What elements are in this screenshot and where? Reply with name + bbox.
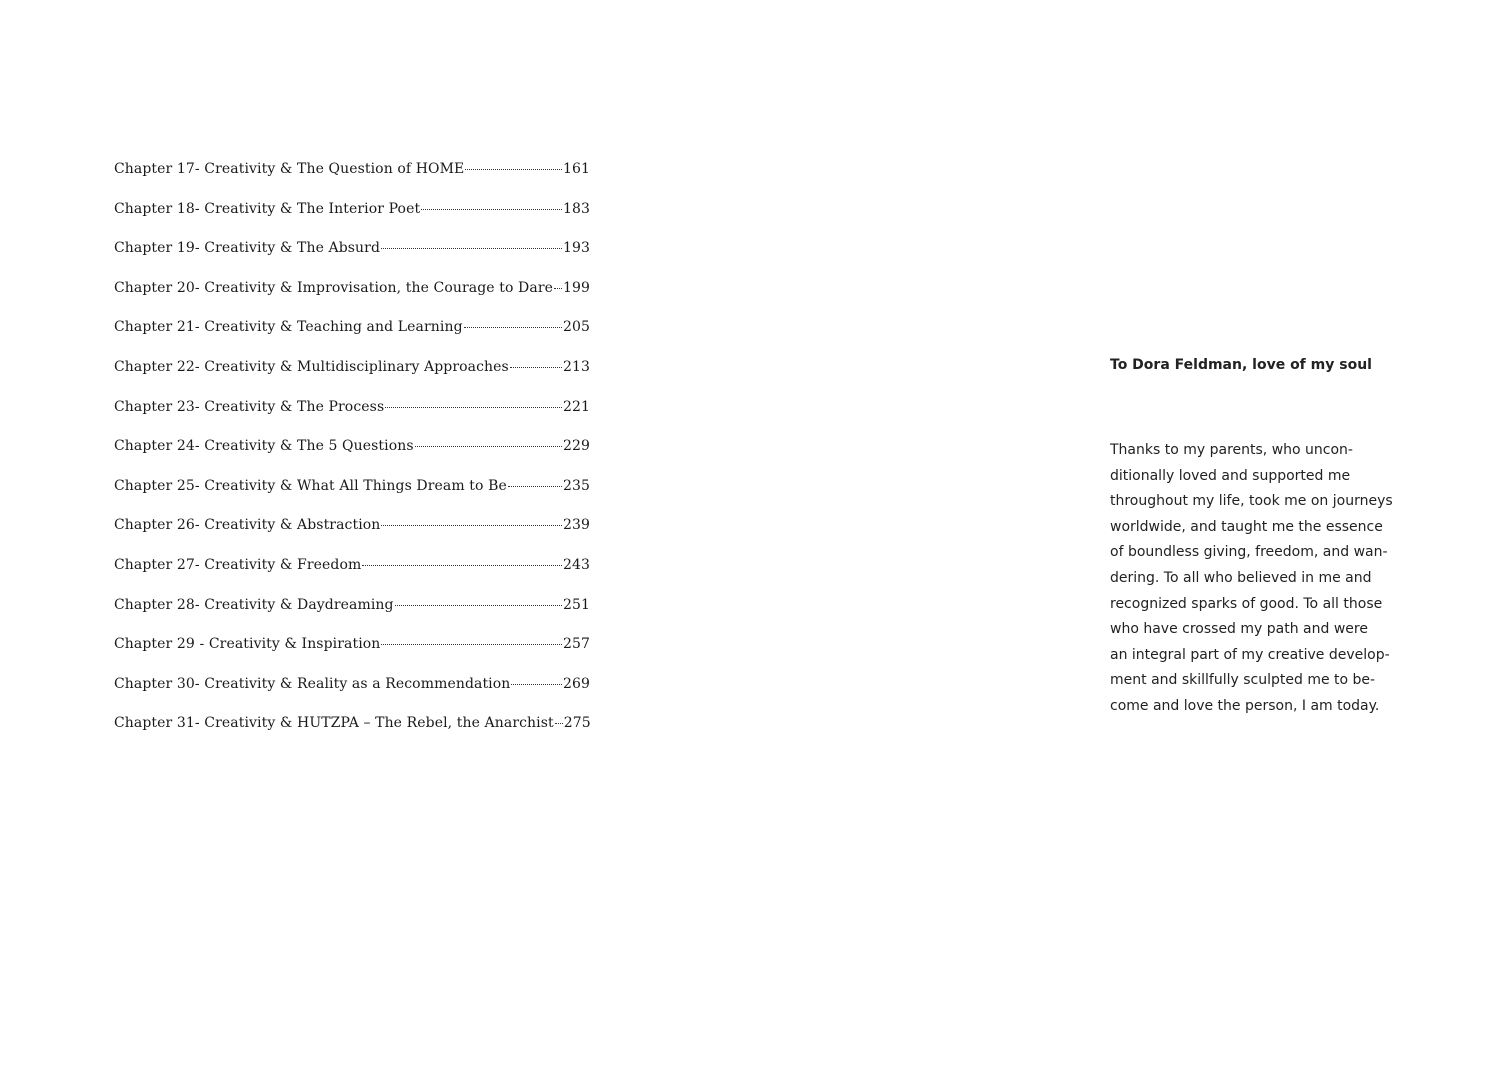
toc-entry-page: 275: [563, 715, 591, 732]
acknowledgements-line: who have crossed my path and were: [1110, 621, 1368, 638]
toc-dot-leader: [554, 288, 562, 289]
toc-entry-title: Chapter 27- Creativity & Freedom: [114, 556, 362, 573]
toc-entry-title: Chapter 31- Creativity & HUTZPA – The Rebel, the Anarchist: [114, 715, 554, 732]
toc-entry-page: 257: [562, 636, 590, 653]
toc-entry-title: Chapter 18- Creativity & The Interior Poet: [114, 200, 421, 217]
acknowledgements-line: ditionally loved and supported me: [1110, 467, 1351, 484]
acknowledgements-line: of boundless giving, freedom, and wan-: [1110, 544, 1388, 561]
toc-entry-page: 193: [562, 240, 590, 257]
toc-dot-leader: [508, 486, 562, 487]
toc-entry-page: 161: [562, 161, 590, 177]
toc-dot-leader: [465, 169, 562, 170]
toc-entry: [114, 319, 590, 359]
toc-entry: [114, 201, 590, 241]
toc-dot-leader: [555, 723, 563, 724]
dedication-page: [1110, 353, 1395, 720]
toc-entry: [114, 636, 590, 676]
toc-dot-leader: [415, 446, 562, 447]
toc-entry-title: Chapter 22- Creativity & Multidisciplinary Approaches: [114, 358, 509, 375]
toc-entry: [114, 715, 590, 755]
toc-entry: [114, 399, 590, 439]
toc-entry-title: Chapter 25- Creativity & What All Things Dream to Be: [114, 477, 507, 494]
toc-entry-title: Chapter 24- Creativity & The 5 Questions: [114, 438, 414, 455]
toc-entry: [114, 597, 590, 637]
acknowledgements-line: throughout my life, took me on journeys: [1110, 493, 1393, 510]
toc-entry-title: Chapter 23- Creativity & The Process: [114, 398, 385, 415]
toc-dot-leader: [511, 684, 562, 685]
toc-dot-leader: [464, 327, 562, 328]
toc-entry: [114, 161, 590, 201]
toc-entry-page: 235: [562, 477, 590, 494]
toc-entry-page: 269: [562, 675, 590, 692]
toc-entry: [114, 557, 590, 597]
toc-entry-page: 199: [563, 279, 591, 296]
acknowledgements-line: recognized sparks of good. To all those: [1110, 595, 1383, 612]
toc-entry-page: 229: [562, 438, 590, 455]
toc-entry-title: Chapter 17- Creativity & The Question of HOME: [114, 161, 465, 177]
toc-entry: [114, 676, 590, 716]
acknowledgements-line: dering. To all who believed in me and: [1110, 569, 1372, 586]
toc-entry-page: 213: [562, 358, 590, 375]
toc-entry: [114, 240, 590, 280]
toc-dot-leader: [381, 248, 562, 249]
toc-dot-leader: [421, 209, 562, 210]
toc-entry: [114, 478, 590, 518]
toc-entry-title: Chapter 21- Creativity & Teaching and Learning: [114, 319, 463, 336]
toc-entry-page: 205: [562, 319, 590, 336]
toc-entry-title: Chapter 30- Creativity & Reality as a Recommendation: [114, 675, 511, 692]
acknowledgements-line: an integral part of my creative develop-: [1110, 646, 1390, 663]
toc-entry-page: 239: [562, 517, 590, 534]
toc-entry-title: Chapter 29 - Creativity & Inspiration: [114, 636, 381, 653]
table-of-contents: [114, 161, 590, 755]
acknowledgements-line: worldwide, and taught me the essence: [1110, 518, 1383, 535]
toc-entry-page: 251: [562, 596, 590, 613]
toc-entry: [114, 359, 590, 399]
toc-entry-page: 221: [562, 398, 590, 415]
toc-dot-leader: [381, 644, 562, 645]
toc-dot-leader: [395, 605, 562, 606]
toc-dot-leader: [385, 407, 562, 408]
acknowledgements-paragraph: [1110, 438, 1395, 720]
toc-dot-leader: [510, 367, 562, 368]
toc-entry-title: Chapter 28- Creativity & Daydreaming: [114, 596, 394, 613]
toc-entry: [114, 438, 590, 478]
toc-dot-leader: [362, 565, 562, 566]
toc-entry-title: Chapter 19- Creativity & The Absurd: [114, 240, 381, 257]
toc-entry-title: Chapter 20- Creativity & Improvisation, the Courage to Dare: [114, 279, 553, 296]
acknowledgements-line: come and love the person, I am today.: [1110, 697, 1380, 714]
acknowledgements-line: Thanks to my parents, who uncon-: [1110, 442, 1353, 458]
dedication-heading: To Dora Feldman, love of my soul: [1110, 357, 1372, 373]
toc-entry-title: Chapter 26- Creativity & Abstraction: [114, 517, 381, 534]
toc-entry-page: 243: [562, 556, 590, 573]
toc-entry: [114, 280, 590, 320]
toc-entry-page: 183: [562, 200, 590, 217]
toc-entry: [114, 517, 590, 557]
toc-dot-leader: [381, 525, 562, 526]
acknowledgements-line: ment and skillfully sculpted me to be-: [1110, 672, 1376, 689]
